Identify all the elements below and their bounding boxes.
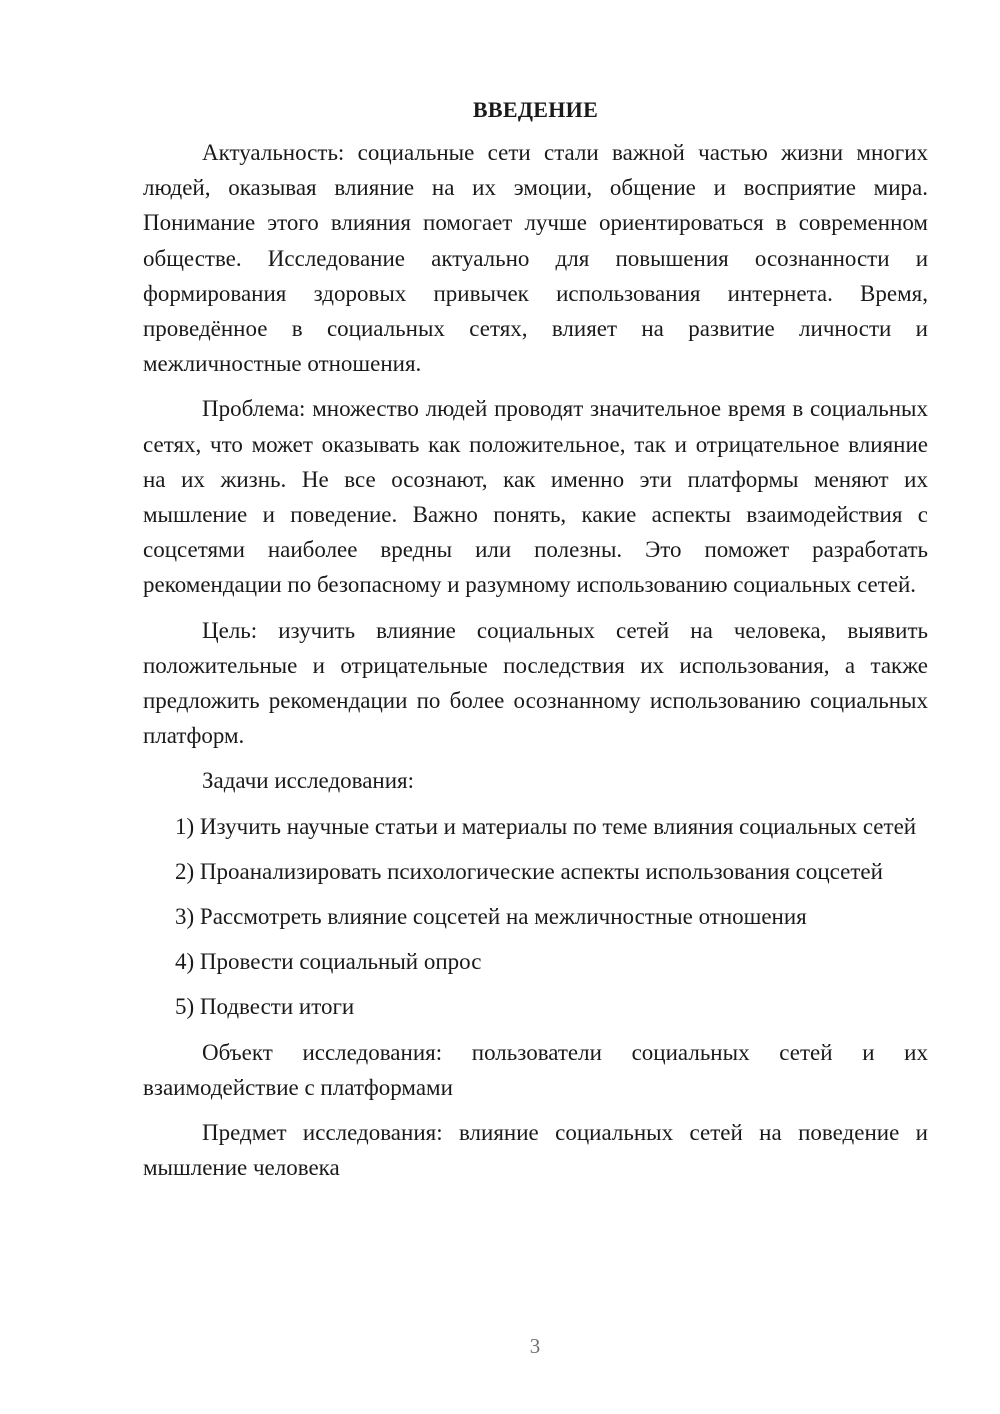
relevance-paragraph: Актуальность: социальные сети стали важной частью жизни многих людей, оказывая влияние на их эмоции, общение и восприятие мира. Понимание этого влияния помогает лучше ориентироваться в современном обществе. Исследование актуально для повышения осознанности и формирования здоровых привычек использования интернета. Время, проведённое в социальных сетях, влияет на развитие личности и межличностные отношения. — [143, 140, 928, 377]
document-page — [143, 90, 928, 1195]
object-paragraph: Объект исследования: пользователи социальных сетей и их взаимодействие с платформами — [143, 1039, 928, 1100]
task-item: 5) Подвести итоги — [175, 994, 355, 1020]
tasks-title: Задачи исследования: — [202, 768, 415, 794]
task-item: 3) Рассмотреть влияние соцсетей на межличностные отношения — [175, 904, 807, 930]
section-heading: ВВЕДЕНИЕ — [472, 97, 599, 122]
task-item: 1) Изучить научные статьи и материалы по теме влияния социальных сетей — [175, 813, 917, 839]
task-item: 2) Проанализировать психологические аспекты использования соцсетей — [175, 858, 883, 884]
problem-paragraph: Проблема: множество людей проводят значительное время в социальных сетях, что может оказывать как положительное, так и отрицательное влияние на их жизнь. Не все осознают, как именно эти платформы меняют их мышление и поведение. Важно понять, какие аспекты взаимодействия с соцсетями наиболее вредны или полезны. Это поможет разработать рекомендации по безопасному и разумному использованию социальных сетей. — [143, 396, 928, 598]
goal-paragraph: Цель: изучить влияние социальных сетей на человека, выявить положительные и отрицательные последствия их использования, а также предложить рекомендации по более осознанному использованию социальных платформ. — [143, 617, 928, 749]
subject-paragraph: Предмет исследования: влияние социальных сетей на поведение и мышление человека — [143, 1120, 928, 1181]
page-number: 3 — [529, 1334, 541, 1358]
task-item: 4) Провести социальный опрос — [175, 949, 482, 975]
